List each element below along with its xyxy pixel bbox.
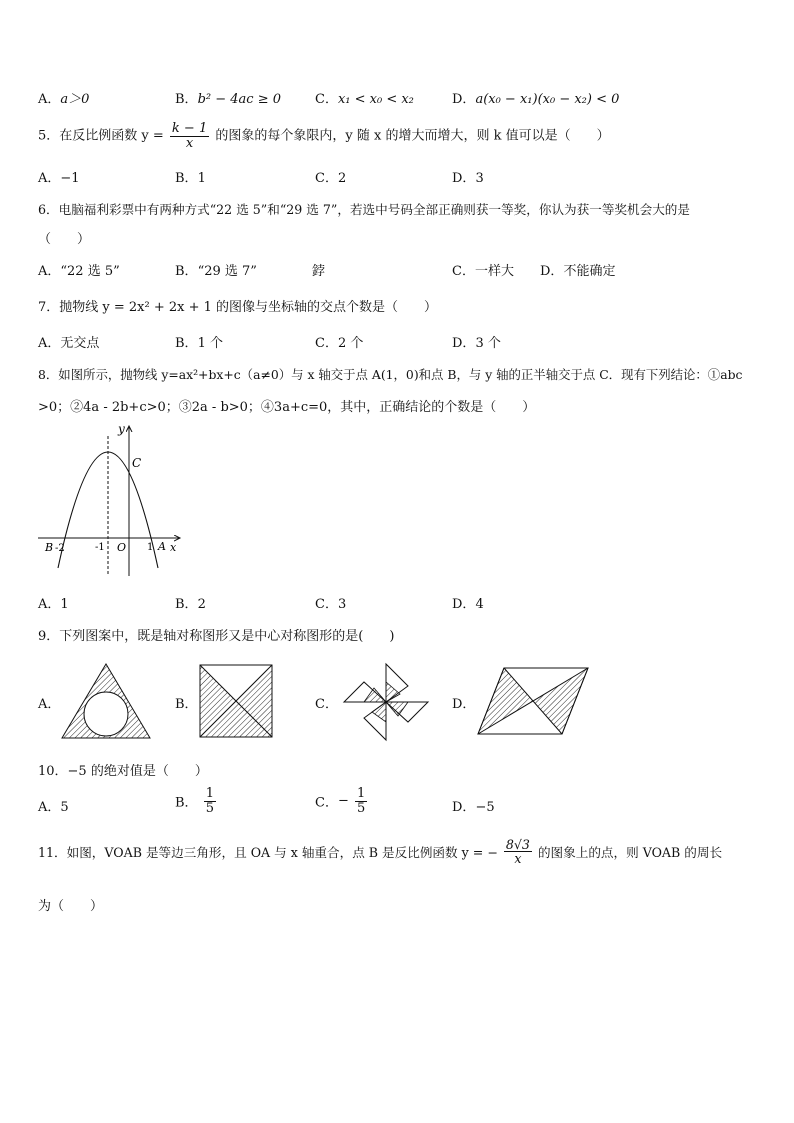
q9-stem: 9．下列图案中，既是轴对称图形又是中心对称图形的是( ) xyxy=(38,629,395,644)
tick-neg1: -1 xyxy=(95,542,105,553)
q9-option-d-label: D． xyxy=(452,697,476,712)
q6-stray-glyph: 鋍 xyxy=(312,264,326,279)
q8-stem-line2: >0；②4a - 2b+c>0；③2a - b>0；④3a+c=0，其中，正确结论的个数是（ ） xyxy=(38,400,536,415)
q10-option-c: C．− $\frac{1}{5}$ xyxy=(315,786,366,816)
q7-option-c: C．2 个 xyxy=(315,336,364,351)
q6-option-a: A．“22 选 5” xyxy=(38,264,120,279)
q10-stem: 10．−5 的绝对值是（ ） xyxy=(38,764,208,779)
q10-option-d: D．−5 xyxy=(452,800,495,815)
parabola-figure xyxy=(36,420,186,580)
q10-option-b: B． $\frac{1}{5}$ xyxy=(175,786,214,816)
q10-option-a: A．5 xyxy=(38,800,69,815)
q8-option-d: D．4 xyxy=(452,597,484,612)
q7-option-b: B．1 个 xyxy=(175,336,223,351)
q6-option-c: C．一样大 xyxy=(452,264,514,279)
q5-fraction: $\frac{k - 1}{x}$ xyxy=(171,121,208,151)
q5-option-c: C．2 xyxy=(315,171,347,186)
q4-option-d: D．a(x₀ − x₁)(x₀ − x₂) < 0 xyxy=(452,92,620,107)
q5-option-b: B．1 xyxy=(175,171,206,186)
q4-option-a: A．a＞0 xyxy=(38,92,90,107)
q8-option-c: C．3 xyxy=(315,597,347,612)
q9-option-a-label: A． xyxy=(38,697,61,712)
q9-option-c-label: C． xyxy=(315,697,338,712)
q6-option-b: B．“29 选 7” xyxy=(175,264,257,279)
q6-option-d: D．不能确定 xyxy=(540,264,616,279)
q11-stem: 11．如图，VOAB 是等边三角形，且 OA 与 x 轴重合，点 B 是反比例函数 y = − $\frac{8√3}{x}$ 的图象上的点，则 VOAB 的周长 xyxy=(38,837,723,867)
c-label: C xyxy=(132,456,142,470)
q6-stem-line1: 6．电脑福利彩票中有两种方式“22 选 5”和“29 选 7”，若选中号码全部正确则获一等奖，你认为获一等奖机会大的是 xyxy=(38,202,690,217)
q8-option-b: B．2 xyxy=(175,597,206,612)
q7-option-d: D．3 个 xyxy=(452,336,501,351)
q5-option-a: A．−1 xyxy=(38,171,80,186)
o-label: O xyxy=(117,541,127,554)
q4-option-b: B．b² − 4ac ≥ 0 xyxy=(175,92,281,107)
a-label: A xyxy=(158,540,166,553)
q8-option-a: A．1 xyxy=(38,597,69,612)
q9-figure-d xyxy=(476,666,590,736)
q6-stem-line2: （ ） xyxy=(38,232,91,247)
q7-stem: 7．抛物线 y = 2x² + 2x + 1 的图像与坐标轴的交点个数是（ ） xyxy=(38,300,438,315)
q9-figure-c xyxy=(338,660,434,744)
y-label: y xyxy=(118,422,125,436)
q4-option-c: C．x₁ < x₀ < x₂ xyxy=(315,92,414,107)
parabola-curve xyxy=(58,452,158,568)
b-label: B xyxy=(45,541,54,554)
q9-option-b-label: B． xyxy=(175,697,198,712)
tick-1: 1 xyxy=(147,542,154,553)
q7-option-a: A．无交点 xyxy=(38,336,100,351)
q5-stem: 5．在反比例函数 y = $\frac{k - 1}{x}$ 的图象的每个象限内，y 随 x 的增大而增大，则 k 值可以是（ ） xyxy=(38,121,610,151)
q5-option-d: D．3 xyxy=(452,171,484,186)
q8-stem-line1: 8．如图所示，抛物线 y=ax²+bx+c（a≠0）与 x 轴交于点 A(1，0)和点 B，与 y 轴的正半轴交于点 C．现有下列结论：①abc xyxy=(38,367,743,382)
q9-figure-a xyxy=(60,662,152,740)
x-label: x xyxy=(170,541,177,554)
q9-figure-b xyxy=(199,664,273,738)
tick-neg2: -2 xyxy=(55,543,65,554)
q11-stem-line2: 为（ ） xyxy=(38,899,104,914)
